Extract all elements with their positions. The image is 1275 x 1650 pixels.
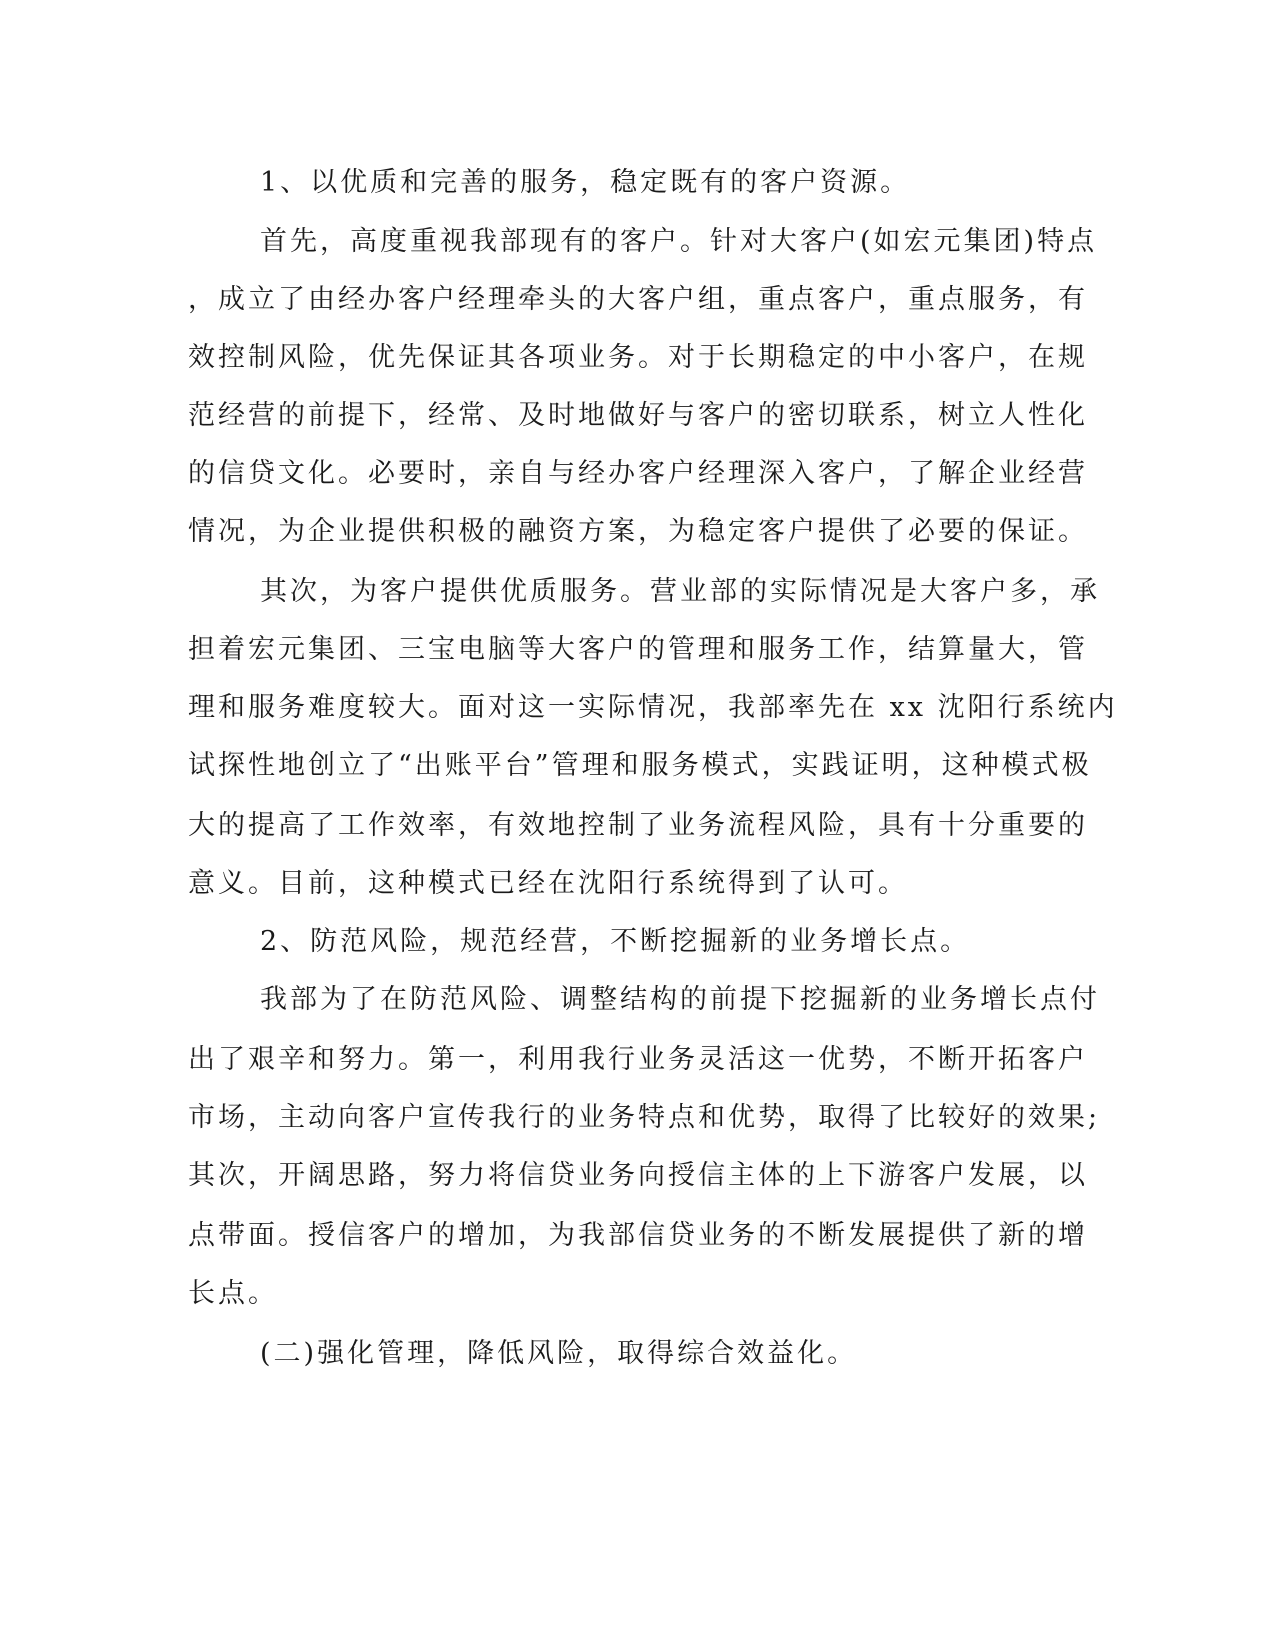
paragraph-line: 其次，为客户提供优质服务。营业部的实际情况是大客户多，承 [260, 576, 1100, 607]
paragraph-line: 其次，开阔思路，努力将信贷业务向授信主体的上下游客户发展，以 [188, 1160, 1088, 1191]
paragraph-line: 范经营的前提下，经常、及时地做好与客户的密切联系，树立人性化 [188, 400, 1088, 431]
paragraph-line: 情况，为企业提供积极的融资方案，为稳定客户提供了必要的保证。 [188, 516, 1088, 547]
section-heading: (二)强化管理，降低风险，取得综合效益化。 [260, 1338, 858, 1369]
paragraph-line: 点带面。授信客户的增加，为我部信贷业务的不断发展提供了新的增 [188, 1220, 1088, 1251]
paragraph-line: 理和服务难度较大。面对这一实际情况，我部率先在 xx 沈阳行系统内 [188, 692, 1118, 723]
paragraph-line: 我部为了在防范风险、调整结构的前提下挖掘新的业务增长点付 [260, 984, 1100, 1015]
paragraph-line: 试探性地创立了“出账平台”管理和服务模式，实践证明，这种模式极 [188, 750, 1092, 781]
paragraph-line: 的信贷文化。必要时，亲自与经办客户经理深入客户，了解企业经营 [188, 458, 1088, 489]
paragraph-line: 大的提高了工作效率，有效地控制了业务流程风险，具有十分重要的 [188, 810, 1088, 841]
heading-2: 2、防范风险，规范经营，不断挖掘新的业务增长点。 [260, 926, 971, 957]
paragraph-line: 首先，高度重视我部现有的客户。针对大客户(如宏元集团)特点 [260, 226, 1098, 257]
paragraph-line: ，成立了由经办客户经理牵头的大客户组，重点客户，重点服务，有 [188, 284, 1088, 315]
paragraph-line: 效控制风险，优先保证其各项业务。对于长期稳定的中小客户，在规 [188, 342, 1088, 373]
paragraph-line: 长点。 [188, 1278, 278, 1309]
paragraph-line: 出了艰辛和努力。第一，利用我行业务灵活这一优势，不断开拓客户 [188, 1044, 1088, 1075]
paragraph-line: 市场，主动向客户宣传我行的业务特点和优势，取得了比较好的效果; [188, 1102, 1101, 1133]
paragraph-line: 担着宏元集团、三宝电脑等大客户的管理和服务工作，结算量大，管 [188, 634, 1088, 665]
heading-1: 1、以优质和完善的服务，稳定既有的客户资源。 [260, 167, 911, 198]
paragraph-line: 意义。目前，这种模式已经在沈阳行系统得到了认可。 [188, 868, 908, 899]
